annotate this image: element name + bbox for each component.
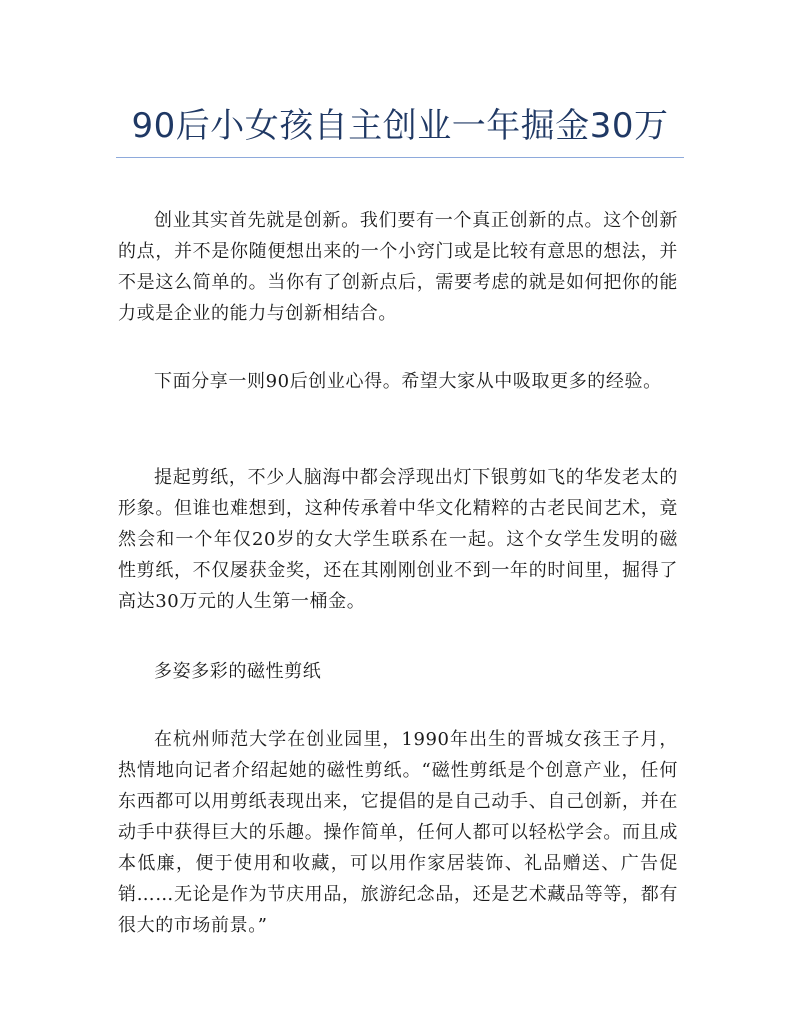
- paragraph-paper-cutting: 提起剪纸，不少人脑海中都会浮现出灯下银剪如飞的华发老太的形象。但谁也难想到，这种传承着中华文化精粹的古老民间艺术，竟然会和一个年仅20岁的女大学生联系在一起。这个女学生发明的磁性剪纸，不仅屡获金奖，还在其刚刚创业不到一年的时间里，掘得了高达30万元的人生第一桶金。: [118, 467, 678, 612]
- paragraph-innovation: 创业其实首先就是创新。我们要有一个真正创新的点。这个创新的点，并不是你随便想出来的一个小窍门或是比较有意思的想法，并不是这么简单的。当你有了创新点后，需要考虑的就是如何把你的能力或是企业的能力与创新相结合。: [118, 210, 678, 324]
- paragraph-interview: 在杭州师范大学在创业园里，1990年出生的晋城女孩王子月，热情地向记者介绍起她的磁性剪纸。“磁性剪纸是个创意产业，任何东西都可以用剪纸表现出来，它提倡的是自己动手、自己创新，并在动手中获得巨大的乐趣。操作简单，任何人都可以轻松学会。而且成本低廉，便于使用和收藏，可以用作家居装饰、礼品赠送、广告促销……无论是作为节庆用品，旅游纪念品，还是艺术藏品等等，都有很大的市场前景。”: [118, 729, 678, 936]
- section-heading: 多姿多彩的磁性剪纸: [154, 661, 322, 682]
- title-underline: [116, 157, 684, 158]
- paragraph-intro: 下面分享一则90后创业心得。希望大家从中吸取更多的经验。: [154, 371, 662, 392]
- document-title: 90后小女孩自主创业一年掘金30万: [131, 106, 669, 146]
